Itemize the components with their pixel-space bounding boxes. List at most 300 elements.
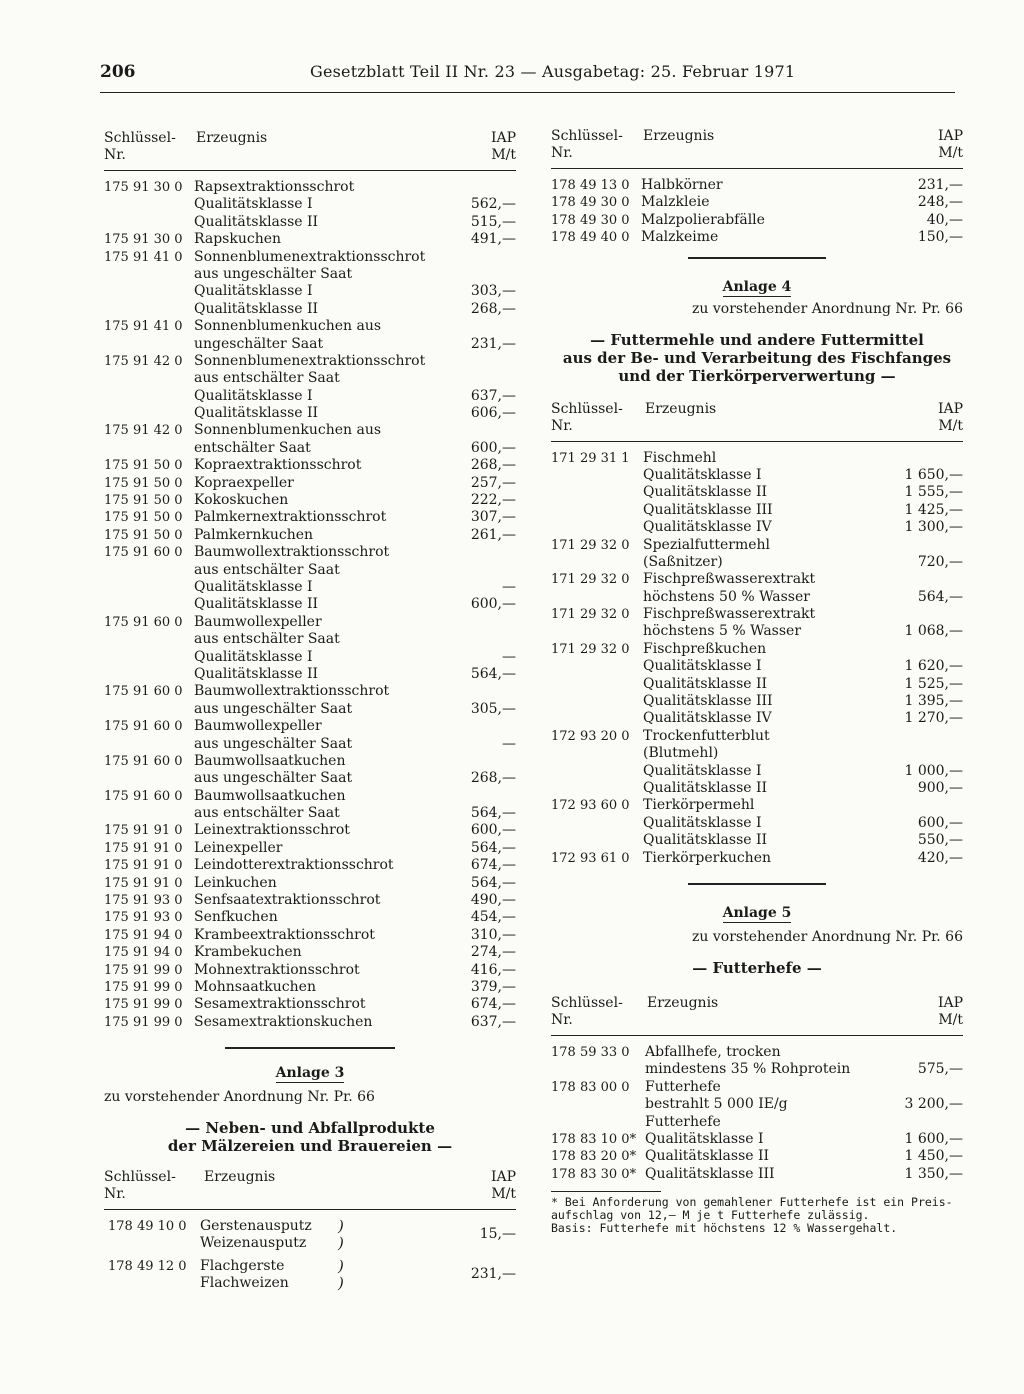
row-price: 491,— xyxy=(470,231,516,248)
table-row xyxy=(104,509,516,526)
row-product: Malzpolierabfälle xyxy=(641,211,765,228)
row-product: ungeschälter Saat xyxy=(194,335,324,352)
row-key: 175 91 60 0 xyxy=(104,614,183,630)
row-product: Trockenfutterblut xyxy=(643,727,770,744)
table-row xyxy=(551,589,963,606)
anlage3-title: — Neben- und Abfallprodukte der Mälzereien und Brauereien — xyxy=(167,1119,453,1156)
row-product: Qualitätsklasse II xyxy=(194,596,319,613)
row-price: 600,— xyxy=(917,814,963,831)
table-row xyxy=(104,614,516,631)
row-key: 171 29 31 1 xyxy=(551,450,630,466)
row-price: 1 350,— xyxy=(904,1165,963,1182)
row-price: 1 525,— xyxy=(904,675,963,692)
row-key: 175 91 94 0 xyxy=(104,927,183,943)
row-product: Qualitätsklasse I xyxy=(194,283,313,300)
row-price: 575,— xyxy=(917,1061,963,1078)
table-rule xyxy=(104,170,516,171)
row-price: 1 620,— xyxy=(904,658,963,675)
row-product: Leinexpeller xyxy=(194,839,283,856)
row-price: 3 200,— xyxy=(904,1096,963,1113)
row-price: — xyxy=(502,578,516,595)
anlage3-row: 178 49 10 0 Gerstenausputz Weizenausputz ) ) 15,— xyxy=(108,1217,516,1253)
row-product: (Blutmehl) xyxy=(643,745,719,762)
row-key: 175 91 41 0 xyxy=(104,249,183,265)
table-row xyxy=(104,805,516,822)
anlage4-title: — Futtermehle und andere Futtermittel aus der Be- und Verarbeitung des Fischfanges und der Tierkörperverwertung — xyxy=(562,330,952,385)
row-price: 268,— xyxy=(470,457,516,474)
row-product: Baumwollextraktionsschrot xyxy=(194,544,390,561)
table-row xyxy=(104,249,516,266)
product-column-header: Erzeugnis xyxy=(196,130,268,146)
table-row xyxy=(551,1044,963,1061)
anlage4-table-header: Schlüssel- Nr. Erzeugnis IAP M/t xyxy=(551,400,963,434)
anlage4-reference: zu vorstehender Anordnung Nr. Pr. 66 xyxy=(692,300,963,317)
row-product: Qualitätsklasse I xyxy=(643,814,762,831)
table-row xyxy=(551,1096,963,1113)
row-price: 562,— xyxy=(470,196,516,213)
anlage5-label: Anlage 5 xyxy=(722,904,792,921)
table-rule xyxy=(551,1035,963,1036)
row-price: 1 068,— xyxy=(904,623,963,640)
row-product: Qualitätsklasse I xyxy=(194,648,313,665)
table-row xyxy=(104,701,516,718)
table-row xyxy=(551,1148,963,1165)
row-product: Qualitätsklasse I xyxy=(194,196,313,213)
row-product: aus entschälter Saat xyxy=(194,561,340,578)
row-price: 600,— xyxy=(470,439,516,456)
row-price: — xyxy=(502,648,516,665)
table-row xyxy=(551,212,963,229)
row-key: 175 91 30 0 xyxy=(104,180,183,195)
anlage3-row: 178 49 12 0 Flachgerste Flachweizen ) ) 231,— xyxy=(108,1257,516,1293)
row-product: Qualitätsklasse II xyxy=(194,213,319,230)
table-row xyxy=(104,318,516,335)
row-key: 175 91 41 0 xyxy=(104,319,183,335)
row-price: 268,— xyxy=(470,770,516,787)
table-row xyxy=(104,892,516,909)
row-product: Spezialfuttermehl xyxy=(643,536,770,553)
section-separator xyxy=(225,1047,395,1049)
row-key: 175 91 99 0 xyxy=(104,1014,183,1030)
table-row xyxy=(104,857,516,874)
table-row xyxy=(551,763,963,780)
row-product: Qualitätsklasse II xyxy=(645,1148,770,1165)
row-product: höchstens 5 % Wasser xyxy=(643,623,802,640)
section-separator xyxy=(688,257,826,259)
row-product: aus ungeschälter Saat xyxy=(194,700,353,717)
table-row xyxy=(551,177,963,194)
table-row xyxy=(104,875,516,892)
row-price: 248,— xyxy=(917,194,963,211)
table-row xyxy=(551,1061,963,1078)
table-row xyxy=(551,1131,963,1148)
row-product: aus entschälter Saat xyxy=(194,805,340,822)
row-product: Fischpreßkuchen xyxy=(643,640,767,657)
table-row xyxy=(104,1014,516,1031)
row-product: Rapsextraktionsschrot xyxy=(194,179,355,195)
table-row xyxy=(104,353,516,370)
row-product: Kopraexpeller xyxy=(194,474,294,491)
row-price: 900,— xyxy=(917,779,963,796)
left-table-body xyxy=(104,179,516,1031)
row-price: 550,— xyxy=(917,832,963,849)
row-price: 1 600,— xyxy=(904,1130,963,1147)
table-row xyxy=(104,649,516,666)
row-price: 564,— xyxy=(470,665,516,682)
row-product: Qualitätsklasse III xyxy=(643,501,773,518)
table-row xyxy=(551,571,963,588)
anlage5-reference: zu vorstehender Anordnung Nr. Pr. 66 xyxy=(692,928,963,945)
row-product: Halbkörner xyxy=(641,177,723,193)
row-price: 637,— xyxy=(470,1013,516,1030)
anlage4-table-body xyxy=(551,450,963,867)
row-key: 175 91 93 0 xyxy=(104,893,183,909)
row-key: 175 91 91 0 xyxy=(104,823,183,839)
table-row xyxy=(551,484,963,501)
row-price: 231,— xyxy=(917,177,963,193)
row-price: 600,— xyxy=(470,596,516,613)
table-row xyxy=(104,544,516,561)
row-price: 1 425,— xyxy=(904,501,963,518)
row-key: 171 29 32 0 xyxy=(551,641,630,657)
row-product: Futterhefe xyxy=(645,1078,721,1095)
table-row xyxy=(551,641,963,658)
row-product: Senfsaatextraktionsschrot xyxy=(194,892,381,909)
row-key: 178 83 20 0* xyxy=(551,1149,637,1165)
row-product: Qualitätsklasse II xyxy=(643,832,768,849)
row-product: Baumwollexpeller xyxy=(194,718,322,735)
row-key: 172 93 60 0 xyxy=(551,798,630,814)
table-row xyxy=(104,596,516,613)
right-table-header: Schlüssel- Nr. Erzeugnis IAP M/t xyxy=(551,128,963,161)
row-product: Kopraextraktionsschrot xyxy=(194,457,362,474)
row-product: Sonnenblumenextraktionsschrot xyxy=(194,248,426,265)
row-key: 175 91 99 0 xyxy=(104,962,183,978)
bracket-glyph: ) ) xyxy=(338,1217,344,1253)
row-product: Qualitätsklasse IV xyxy=(643,519,772,536)
table-rule xyxy=(551,441,963,442)
row-price: 150,— xyxy=(917,229,963,246)
table-row xyxy=(104,527,516,544)
row-price: 416,— xyxy=(470,961,516,978)
table-row xyxy=(104,214,516,231)
row-key: 175 91 99 0 xyxy=(104,997,183,1013)
table-row xyxy=(104,840,516,857)
table-row xyxy=(104,927,516,944)
row-product: Sonnenblumenextraktionsschrot xyxy=(194,352,426,369)
row-price: 257,— xyxy=(470,474,516,491)
row-product: Senfkuchen xyxy=(194,909,278,926)
row-price: 420,— xyxy=(917,849,963,866)
row-product: Fischpreßwasserextrakt xyxy=(643,606,816,623)
row-product: Qualitätsklasse III xyxy=(643,693,773,710)
row-product: Rapskuchen xyxy=(194,231,282,248)
row-product: Malzkeime xyxy=(641,229,719,246)
row-key: 175 91 50 0 xyxy=(104,458,183,474)
table-rule xyxy=(104,1209,516,1210)
row-product: aus entschälter Saat xyxy=(194,370,340,387)
row-product: Leinextraktionsschrot xyxy=(194,822,350,839)
table-row xyxy=(551,780,963,797)
table-row xyxy=(551,850,963,867)
row-key: 175 91 30 0 xyxy=(104,232,183,248)
row-key: 171 29 32 0 xyxy=(551,537,630,553)
row-key: 171 29 32 0 xyxy=(551,572,630,588)
table-row xyxy=(551,797,963,814)
malz-table-body xyxy=(551,177,963,247)
table-row xyxy=(104,301,516,318)
row-product: (Saßnitzer) xyxy=(643,553,723,570)
row-product: höchstens 50 % Wasser xyxy=(643,588,810,605)
row-key: 175 91 99 0 xyxy=(104,979,183,995)
row-key: 178 59 33 0 xyxy=(551,1044,630,1060)
row-key: 172 93 20 0 xyxy=(551,728,630,744)
table-row xyxy=(551,450,963,467)
table-row xyxy=(104,770,516,787)
page-header xyxy=(100,60,970,92)
left-column xyxy=(104,130,516,1298)
row-product: Mohnextraktionsschrot xyxy=(194,961,360,978)
row-key: 175 91 50 0 xyxy=(104,475,183,491)
table-row xyxy=(551,194,963,211)
table-row xyxy=(551,693,963,710)
row-product: Sonnenblumenkuchen aus xyxy=(194,318,382,335)
price-column-header: IAP M/t xyxy=(490,130,516,163)
row-product: Abfallhefe, trocken xyxy=(645,1043,781,1060)
row-price: 454,— xyxy=(470,909,516,926)
table-row xyxy=(104,562,516,579)
table-row xyxy=(104,666,516,683)
table-row xyxy=(551,519,963,536)
row-key: 175 91 42 0 xyxy=(104,423,183,439)
row-key: 178 49 30 0 xyxy=(551,212,630,228)
row-product: Sesamextraktionskuchen xyxy=(194,1013,373,1030)
row-key: 175 91 60 0 xyxy=(104,684,183,700)
table-row xyxy=(551,832,963,849)
table-row xyxy=(551,815,963,832)
row-key: 178 83 10 0* xyxy=(551,1131,637,1147)
row-price: 307,— xyxy=(470,509,516,526)
table-row xyxy=(551,554,963,571)
table-row xyxy=(104,822,516,839)
row-key: 175 91 91 0 xyxy=(104,875,183,891)
row-product: aus entschälter Saat xyxy=(194,631,340,648)
row-product: aus ungeschälter Saat xyxy=(194,770,353,787)
table-row xyxy=(551,658,963,675)
table-row xyxy=(551,710,963,727)
row-price: 1 395,— xyxy=(904,693,963,710)
row-price: 40,— xyxy=(926,211,963,228)
row-product: entschälter Saat xyxy=(194,439,311,456)
row-price: 379,— xyxy=(470,978,516,995)
row-product: Malzkleie xyxy=(641,194,710,211)
table-row xyxy=(104,440,516,457)
row-price: 1 450,— xyxy=(904,1148,963,1165)
anlage5-table-body xyxy=(551,1044,963,1183)
row-product: Qualitätsklasse III xyxy=(645,1165,775,1182)
row-product: Palmkernextraktionsschrot xyxy=(194,509,387,526)
table-row xyxy=(551,623,963,640)
row-product: Krambekuchen xyxy=(194,944,302,961)
row-product: Qualitätsklasse I xyxy=(645,1130,764,1147)
table-row xyxy=(551,1166,963,1183)
bracket-glyph: ) ) xyxy=(338,1257,344,1293)
row-product: Qualitätsklasse II xyxy=(194,665,319,682)
row-product: Qualitätsklasse II xyxy=(643,779,768,796)
row-price: 261,— xyxy=(470,526,516,543)
row-product: Qualitätsklasse IV xyxy=(643,710,772,727)
table-row xyxy=(104,909,516,926)
row-price: 490,— xyxy=(470,892,516,909)
row-product: Qualitätsklasse II xyxy=(643,484,768,501)
row-price: 637,— xyxy=(470,387,516,404)
row-key: 175 91 60 0 xyxy=(104,788,183,804)
left-table-header xyxy=(104,130,516,170)
row-product: Qualitätsklasse II xyxy=(194,300,319,317)
row-product: aus ungeschälter Saat xyxy=(194,735,353,752)
row-product: Fischmehl xyxy=(643,449,717,466)
footnote-rule xyxy=(551,1191,661,1192)
row-product: Sesamextraktionsschrot xyxy=(194,996,366,1013)
anlage3-label: Anlage 3 xyxy=(275,1065,345,1082)
row-price: 606,— xyxy=(470,405,516,422)
table-row xyxy=(104,718,516,735)
key-column-header: Schlüssel- Nr. xyxy=(104,130,176,163)
table-row xyxy=(104,979,516,996)
anlage3-reference: zu vorstehender Anordnung Nr. Pr. 66 xyxy=(104,1089,375,1106)
row-product: Leinkuchen xyxy=(194,874,277,891)
table-row xyxy=(551,537,963,554)
row-price: — xyxy=(502,735,516,752)
row-price: 222,— xyxy=(470,492,516,509)
row-key: 175 91 60 0 xyxy=(104,753,183,769)
table-row xyxy=(104,683,516,700)
table-row xyxy=(104,457,516,474)
table-row xyxy=(104,283,516,300)
row-key: 175 91 50 0 xyxy=(104,493,183,509)
right-column xyxy=(551,128,963,1235)
row-price: 515,— xyxy=(470,213,516,230)
row-key: 175 91 60 0 xyxy=(104,719,183,735)
row-key: 175 91 60 0 xyxy=(104,545,183,561)
table-row xyxy=(104,944,516,961)
row-product: Qualitätsklasse II xyxy=(194,405,319,422)
row-key: 175 91 42 0 xyxy=(104,353,183,369)
table-row xyxy=(551,1079,963,1096)
row-product: Qualitätsklasse I xyxy=(194,578,313,595)
table-row xyxy=(551,728,963,745)
table-row xyxy=(551,606,963,623)
row-price: 564,— xyxy=(470,839,516,856)
row-product: Mohnsaatkuchen xyxy=(194,978,316,995)
row-product: Baumwollexpeller xyxy=(194,613,322,630)
row-price: 674,— xyxy=(470,857,516,874)
row-price: 600,— xyxy=(470,822,516,839)
row-price: 564,— xyxy=(470,874,516,891)
row-key: 178 83 30 0* xyxy=(551,1166,637,1182)
table-row xyxy=(551,467,963,484)
row-key: 178 49 40 0 xyxy=(551,230,630,246)
row-price: 1 270,— xyxy=(904,710,963,727)
table-row xyxy=(104,179,516,196)
row-price: 1 650,— xyxy=(904,466,963,483)
table-row xyxy=(104,370,516,387)
row-product: Tierkörperkuchen xyxy=(643,849,771,866)
table-row xyxy=(104,753,516,770)
row-price: 1 000,— xyxy=(904,762,963,779)
row-key: 175 91 91 0 xyxy=(104,858,183,874)
row-key: 175 91 93 0 xyxy=(104,910,183,926)
table-row xyxy=(104,962,516,979)
table-row xyxy=(551,745,963,762)
table-row xyxy=(104,996,516,1013)
row-price: 303,— xyxy=(470,283,516,300)
row-product: Palmkernkuchen xyxy=(194,526,314,543)
row-product: Baumwollsaatkuchen xyxy=(194,752,346,769)
row-key: 175 91 50 0 xyxy=(104,527,183,543)
table-row xyxy=(551,1114,963,1131)
row-product: Qualitätsklasse I xyxy=(643,658,762,675)
row-product: Fischpreßwasserextrakt xyxy=(643,571,816,588)
row-price: 1 555,— xyxy=(904,484,963,501)
row-product: mindestens 35 % Rohprotein xyxy=(645,1061,851,1078)
anlage3-table-header: Schlüssel- Nr. Erzeugnis IAP M/t xyxy=(104,1169,516,1203)
table-row xyxy=(104,231,516,248)
row-price: 268,— xyxy=(470,300,516,317)
row-price: 674,— xyxy=(470,996,516,1013)
row-key: 178 83 00 0 xyxy=(551,1079,630,1095)
row-key: 172 93 61 0 xyxy=(551,850,630,866)
section-separator xyxy=(688,883,826,885)
row-product: bestrahlt 5 000 IE/g xyxy=(645,1096,788,1113)
row-price: 310,— xyxy=(470,926,516,943)
row-product: Baumwollsaatkuchen xyxy=(194,787,346,804)
row-product: Tierkörpermehl xyxy=(643,797,755,814)
page-number: 206 xyxy=(100,62,136,82)
table-row xyxy=(551,676,963,693)
anlage5-table-header: Schlüssel- Nr. Erzeugnis IAP M/t xyxy=(551,994,963,1028)
row-key: 178 49 13 0 xyxy=(551,178,630,193)
row-product: Krambeextraktionsschrot xyxy=(194,926,375,943)
row-price: 564,— xyxy=(470,805,516,822)
row-price: 1 300,— xyxy=(904,519,963,536)
table-row xyxy=(104,388,516,405)
row-key: 178 49 30 0 xyxy=(551,195,630,211)
page-title: Gesetzblatt Teil II Nr. 23 — Ausgabetag: 25. Februar 1971 xyxy=(310,62,796,81)
table-rule xyxy=(551,168,963,169)
row-key: 171 29 32 0 xyxy=(551,607,630,623)
header-rule xyxy=(100,92,955,93)
table-row xyxy=(104,405,516,422)
table-row xyxy=(551,502,963,519)
table-row xyxy=(104,631,516,648)
table-row xyxy=(104,422,516,439)
table-row xyxy=(551,229,963,246)
row-product: Qualitätsklasse II xyxy=(643,675,768,692)
anlage4-label: Anlage 4 xyxy=(722,278,792,295)
table-row xyxy=(104,788,516,805)
table-row xyxy=(104,336,516,353)
row-product: Futterhefe xyxy=(645,1113,721,1130)
row-price: 305,— xyxy=(470,700,516,717)
row-price: 231,— xyxy=(470,335,516,352)
table-row xyxy=(104,579,516,596)
row-price: 564,— xyxy=(917,588,963,605)
row-product: Qualitätsklasse I xyxy=(643,762,762,779)
table-row xyxy=(104,475,516,492)
row-product: Qualitätsklasse I xyxy=(194,387,313,404)
row-product: Kokoskuchen xyxy=(194,492,289,509)
